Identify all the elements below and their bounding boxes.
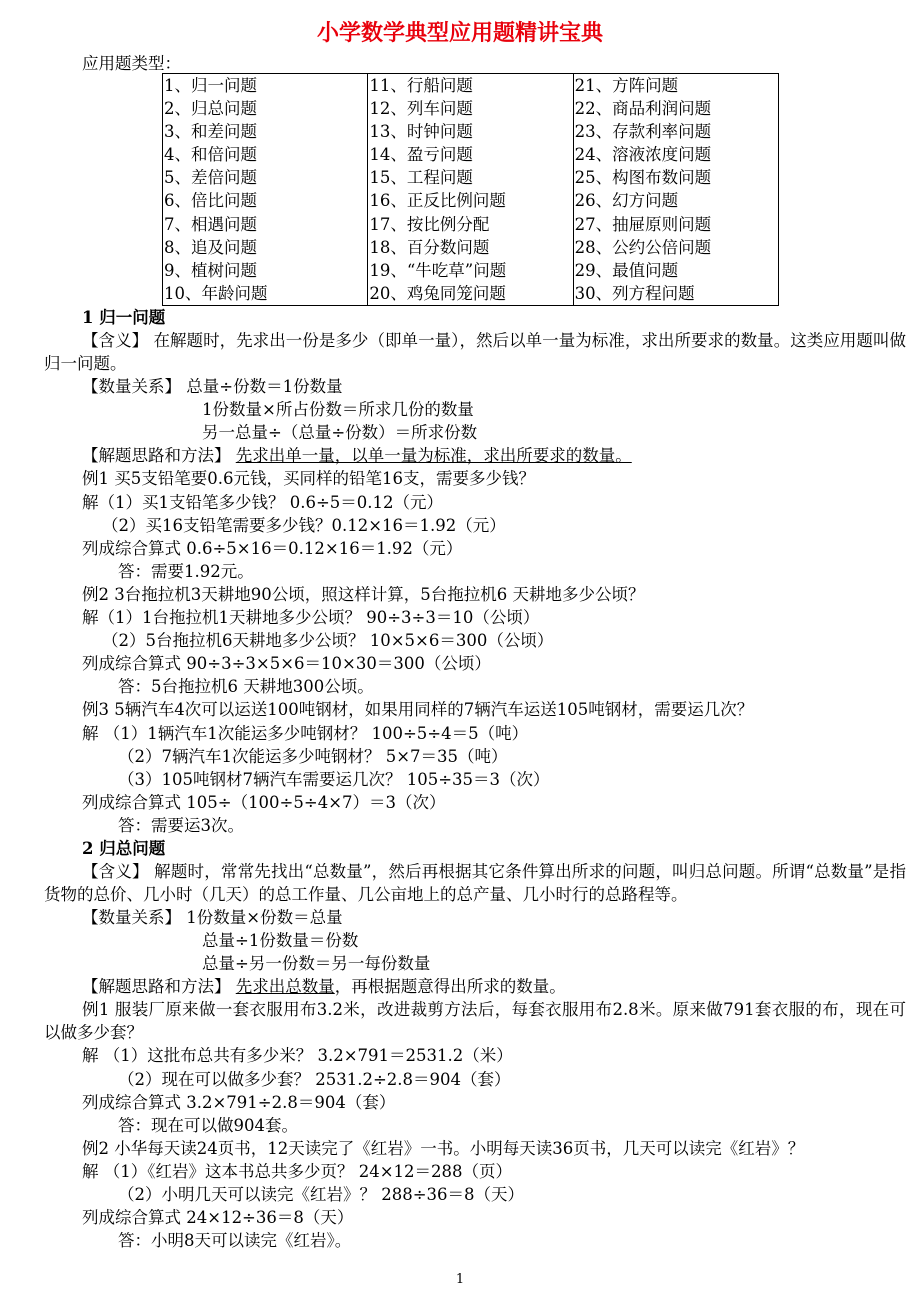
problem-type-cell: 27、抽屉原则问题 (573, 213, 778, 236)
section-meaning: 【含义】 解题时，常常先找出“总数量”，然后再根据其它条件算出所求的问题，叫归总问题。所谓“总数量”是指货物的总价、几小时（几天）的总工作量、几公亩地上的总产量、几小时行的总路程等。 (44, 862, 906, 905)
relation-label: 【数量关系】 (82, 377, 181, 397)
types-row (163, 189, 779, 212)
problem-type-cell: 25、构图布数问题 (573, 166, 778, 189)
solution-step: 解 （1）这批布总共有多少米？ 3.2×791＝2531.2（米） (82, 1046, 513, 1066)
method-text: ，再根据题意得出所求的数量。 (334, 977, 566, 997)
solution-step: 解（1）1台拖拉机1天耕地多少公顷？ 90÷3÷3＝10（公顷） (82, 608, 540, 628)
types-row (163, 143, 779, 166)
answer-line: 答：需要1.92元。 (118, 561, 254, 581)
document-title: 小学数学典型应用题精讲宝典 (316, 21, 603, 46)
method-label: 【解题思路和方法】 (82, 446, 231, 466)
document-body (44, 306, 906, 1252)
example-question: 例2 3台拖拉机3天耕地90公顷，照这样计算，5台拖拉机6 天耕地多少公顷？ (82, 584, 645, 604)
problem-type-cell: 30、列方程问题 (573, 282, 778, 306)
problem-type-cell: 15、工程问题 (368, 166, 573, 189)
method-label: 【解题思路和方法】 (82, 977, 231, 997)
solution-step: （2）小明几天可以读完《红岩》？ 288÷36＝8（天） (118, 1185, 525, 1204)
example-question: 例2 小华每天读24页书，12天读完了《红岩》一书。小明每天读36页书，几天可以读完《红岩》？ (82, 1138, 805, 1158)
relation-formula: 另一总量÷（总量÷份数）＝所求份数 (202, 423, 478, 443)
answer-line: 答：需要运3次。 (118, 815, 244, 835)
types-row (163, 97, 779, 120)
problem-type-cell: 14、盈亏问题 (368, 143, 573, 166)
problem-type-cell: 8、追及问题 (163, 236, 368, 259)
answer-line: 答：5台拖拉机6 天耕地300公顷。 (118, 677, 374, 697)
section-meaning: 【含义】 在解题时，先求出一份是多少（即单一量），然后以单一量为标准，求出所要求的数量。这类应用题叫做归一问题。 (44, 331, 906, 374)
types-row (163, 74, 779, 98)
solution-step: （3）105吨钢材7辆汽车需要运几次？ 105÷35＝3（次） (118, 769, 550, 789)
relation-formula: 1份数量×所占份数＝所求几份的数量 (202, 400, 474, 420)
relation-formula: 总量÷份数＝1份数量 (186, 377, 343, 397)
relation-formula: 1份数量×份数＝总量 (186, 908, 343, 928)
problem-type-cell: 6、倍比问题 (163, 189, 368, 212)
method-text-underlined: 先求出总数量 (235, 977, 335, 997)
combined-formula: 列成综合算式 24×12÷36＝8（天） (82, 1208, 354, 1228)
method-text: 先求出单一量，以单一量为标准，求出所要求的数量。 (235, 446, 632, 466)
relation-label: 【数量关系】 (82, 908, 181, 928)
combined-formula: 列成综合算式 0.6÷5×16＝0.12×16＝1.92（元） (82, 538, 463, 558)
solution-step: （2）买16支铅笔需要多少钱？0.12×16＝1.92（元） (102, 515, 506, 535)
example-question: 例1 买5支铅笔要0.6元钱，买同样的铅笔16支，需要多少钱？ (82, 469, 535, 489)
problem-type-cell: 29、最值问题 (573, 259, 778, 282)
problem-type-cell: 1、归一问题 (163, 74, 368, 98)
combined-formula: 列成综合算式 3.2×791÷2.8＝904（套） (82, 1092, 396, 1112)
types-label: 应用题类型： (82, 54, 181, 73)
relation-formula: 总量÷1份数量＝份数 (202, 931, 359, 951)
problem-type-cell: 20、鸡兔同笼问题 (368, 282, 573, 306)
problem-types-table (162, 73, 779, 306)
problem-type-cell: 4、和倍问题 (163, 143, 368, 166)
example-question: 例1 服装厂原来做一套衣服用布3.2米，改进裁剪方法后，每套衣服用布2.8米。原来做791套衣服的布，现在可以做多少套？ (44, 1000, 906, 1043)
example-question: 例3 5辆汽车4次可以运送100吨钢材，如果用同样的7辆汽车运送105吨钢材，需要运几次？ (82, 700, 754, 720)
problem-type-cell: 26、幻方问题 (573, 189, 778, 212)
problem-type-cell: 12、列车问题 (368, 97, 573, 120)
problem-type-cell: 22、商品利润问题 (573, 97, 778, 120)
problem-type-cell: 11、行船问题 (368, 74, 573, 98)
combined-formula: 列成综合算式 90÷3÷3×5×6＝10×30＝300（公顷） (82, 654, 491, 674)
solution-step: 解（1）买1支铅笔多少钱？ 0.6÷5＝0.12（元） (82, 492, 444, 512)
problem-type-cell: 9、植树问题 (163, 259, 368, 282)
section-heading: 1 归一问题 (82, 308, 166, 327)
problem-type-cell: 10、年龄问题 (163, 282, 368, 306)
answer-line: 答：小明8天可以读完《红岩》。 (118, 1231, 352, 1251)
problem-type-cell: 17、按比例分配 (368, 213, 573, 236)
types-row (163, 213, 779, 236)
relation-line (44, 906, 906, 929)
problem-type-cell: 21、方阵问题 (573, 74, 778, 98)
problem-type-cell: 7、相遇问题 (163, 213, 368, 236)
section-heading: 2 归总问题 (82, 838, 166, 858)
combined-formula: 列成综合算式 105÷（100÷5÷4×7）＝3（次） (82, 792, 446, 812)
solution-step: （2）7辆汽车1次能运多少吨钢材？ 5×7＝35（吨） (118, 746, 508, 766)
types-row (163, 166, 779, 189)
types-row (163, 120, 779, 143)
method-line (44, 975, 906, 998)
relation-formula: 总量÷另一份数＝另一每份数量 (202, 954, 431, 974)
relation-line (44, 375, 906, 398)
method-line (44, 444, 906, 467)
page-number: 1 (455, 1272, 465, 1287)
types-row (163, 236, 779, 259)
problem-type-cell: 3、和差问题 (163, 120, 368, 143)
solution-step: 解 （1）1辆汽车1次能运多少吨钢材？ 100÷5÷4＝5（吨） (82, 723, 529, 743)
problem-type-cell: 16、正反比例问题 (368, 189, 573, 212)
solution-step: 解 （1）《红岩》这本书总共多少页？ 24×12＝288（页） (82, 1161, 513, 1181)
types-row (163, 282, 779, 306)
types-row (163, 259, 779, 282)
problem-type-cell: 5、差倍问题 (163, 166, 368, 189)
problem-type-cell: 23、存款利率问题 (573, 120, 778, 143)
solution-step: （2）5台拖拉机6天耕地多少公顷？ 10×5×6＝300（公顷） (102, 631, 554, 651)
problem-type-cell: 2、归总问题 (163, 97, 368, 120)
solution-step: （2）现在可以做多少套？ 2531.2÷2.8＝904（套） (118, 1069, 511, 1089)
problem-type-cell: 28、公约公倍问题 (573, 236, 778, 259)
problem-type-cell: 19、“牛吃草”问题 (368, 259, 573, 282)
answer-line: 答：现在可以做904套。 (118, 1115, 298, 1135)
problem-type-cell: 24、溶液浓度问题 (573, 143, 778, 166)
problem-type-cell: 13、时钟问题 (368, 120, 573, 143)
problem-type-cell: 18、百分数问题 (368, 236, 573, 259)
